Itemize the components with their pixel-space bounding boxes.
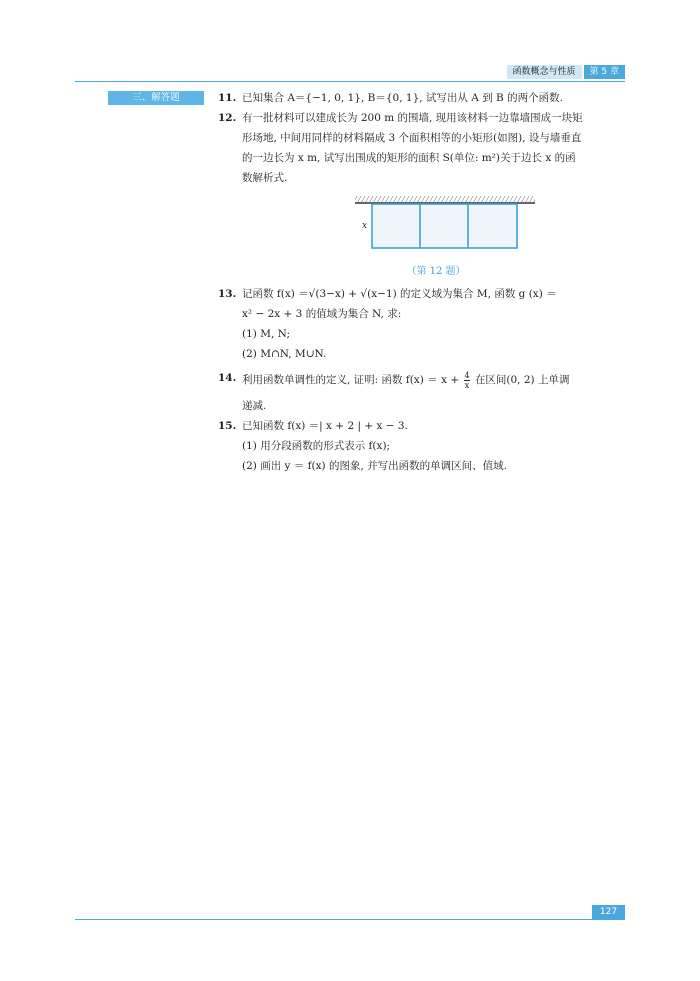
problem-text: 记函数 f(x) ＝√(3−x) + √(x−1) 的定义域为集合 M, 函数 g (x) ＝	[242, 288, 557, 300]
problem-text: 已知集合 A＝{−1, 0, 1}, B＝{0, 1}, 试写出从 A 到 B 的两个函数.	[242, 92, 563, 104]
page-number: 127	[592, 905, 625, 920]
enclosure-diagram	[242, 194, 630, 264]
problem-text: 有一批材料可以建成长为 200 m 的围墙, 现用该材料一边靠墙围成一块矩	[242, 112, 583, 124]
header-chapter: 第 5 章	[584, 65, 625, 79]
subquestion-1: (1) 用分段函数的形式表示 f(x);	[242, 440, 391, 452]
side-label-x: x	[362, 221, 368, 231]
problem-text: 在区间(0, 2) 上单调	[474, 374, 570, 386]
header-title: 函数概念与性质	[507, 65, 582, 79]
header-rule	[75, 81, 625, 82]
subquestion-2: (2) M∩N, M∪N.	[242, 348, 327, 360]
section-label: 三、解答题	[108, 91, 204, 105]
footer-rule	[75, 919, 625, 920]
problem-number: 13.	[218, 288, 237, 300]
problem-number: 15.	[218, 420, 237, 432]
subquestion-2: (2) 画出 y ＝ f(x) 的图象, 并写出函数的单调区间、值域.	[242, 460, 508, 472]
problem-12	[218, 108, 630, 280]
problem-text: 利用函数单调性的定义, 证明: 函数 f(x) ＝ x +	[242, 374, 460, 386]
problem-text: x² − 2x + 3 的值域为集合 N, 求:	[242, 308, 402, 320]
fraction	[464, 371, 469, 390]
problem-15	[218, 416, 630, 476]
problem-text: 的一边长为 x m, 试写出围成的矩形的面积 S(单位: m²)关于边长 x 的函	[242, 152, 576, 164]
figure-caption: （第 12 题）	[406, 266, 466, 277]
problem-14	[218, 368, 630, 416]
problem-text-line	[242, 368, 630, 392]
fraction-denominator: x	[464, 380, 470, 390]
problem-text: 递减.	[242, 400, 267, 412]
problem-number: 14.	[218, 372, 237, 384]
fraction-numerator: 4	[464, 370, 470, 380]
problem-11	[218, 88, 630, 108]
figure-12	[242, 194, 630, 264]
enclosure-rect	[372, 204, 517, 248]
problem-13	[218, 284, 630, 364]
subquestion-1: (1) M, N;	[242, 328, 290, 340]
problem-text: 已知函数 f(x) ＝| x + 2 | + x − 3.	[242, 420, 408, 432]
wall-hatch	[355, 196, 535, 202]
problem-text: 数解析式.	[242, 172, 288, 184]
problem-number: 11.	[218, 92, 237, 104]
problem-text: 形场地, 中间用同样的材料隔成 3 个面积相等的小矩形(如图), 设与墙垂直	[242, 132, 582, 144]
chapter-header	[507, 65, 625, 79]
problem-list	[218, 88, 630, 476]
problem-number: 12.	[218, 112, 237, 124]
